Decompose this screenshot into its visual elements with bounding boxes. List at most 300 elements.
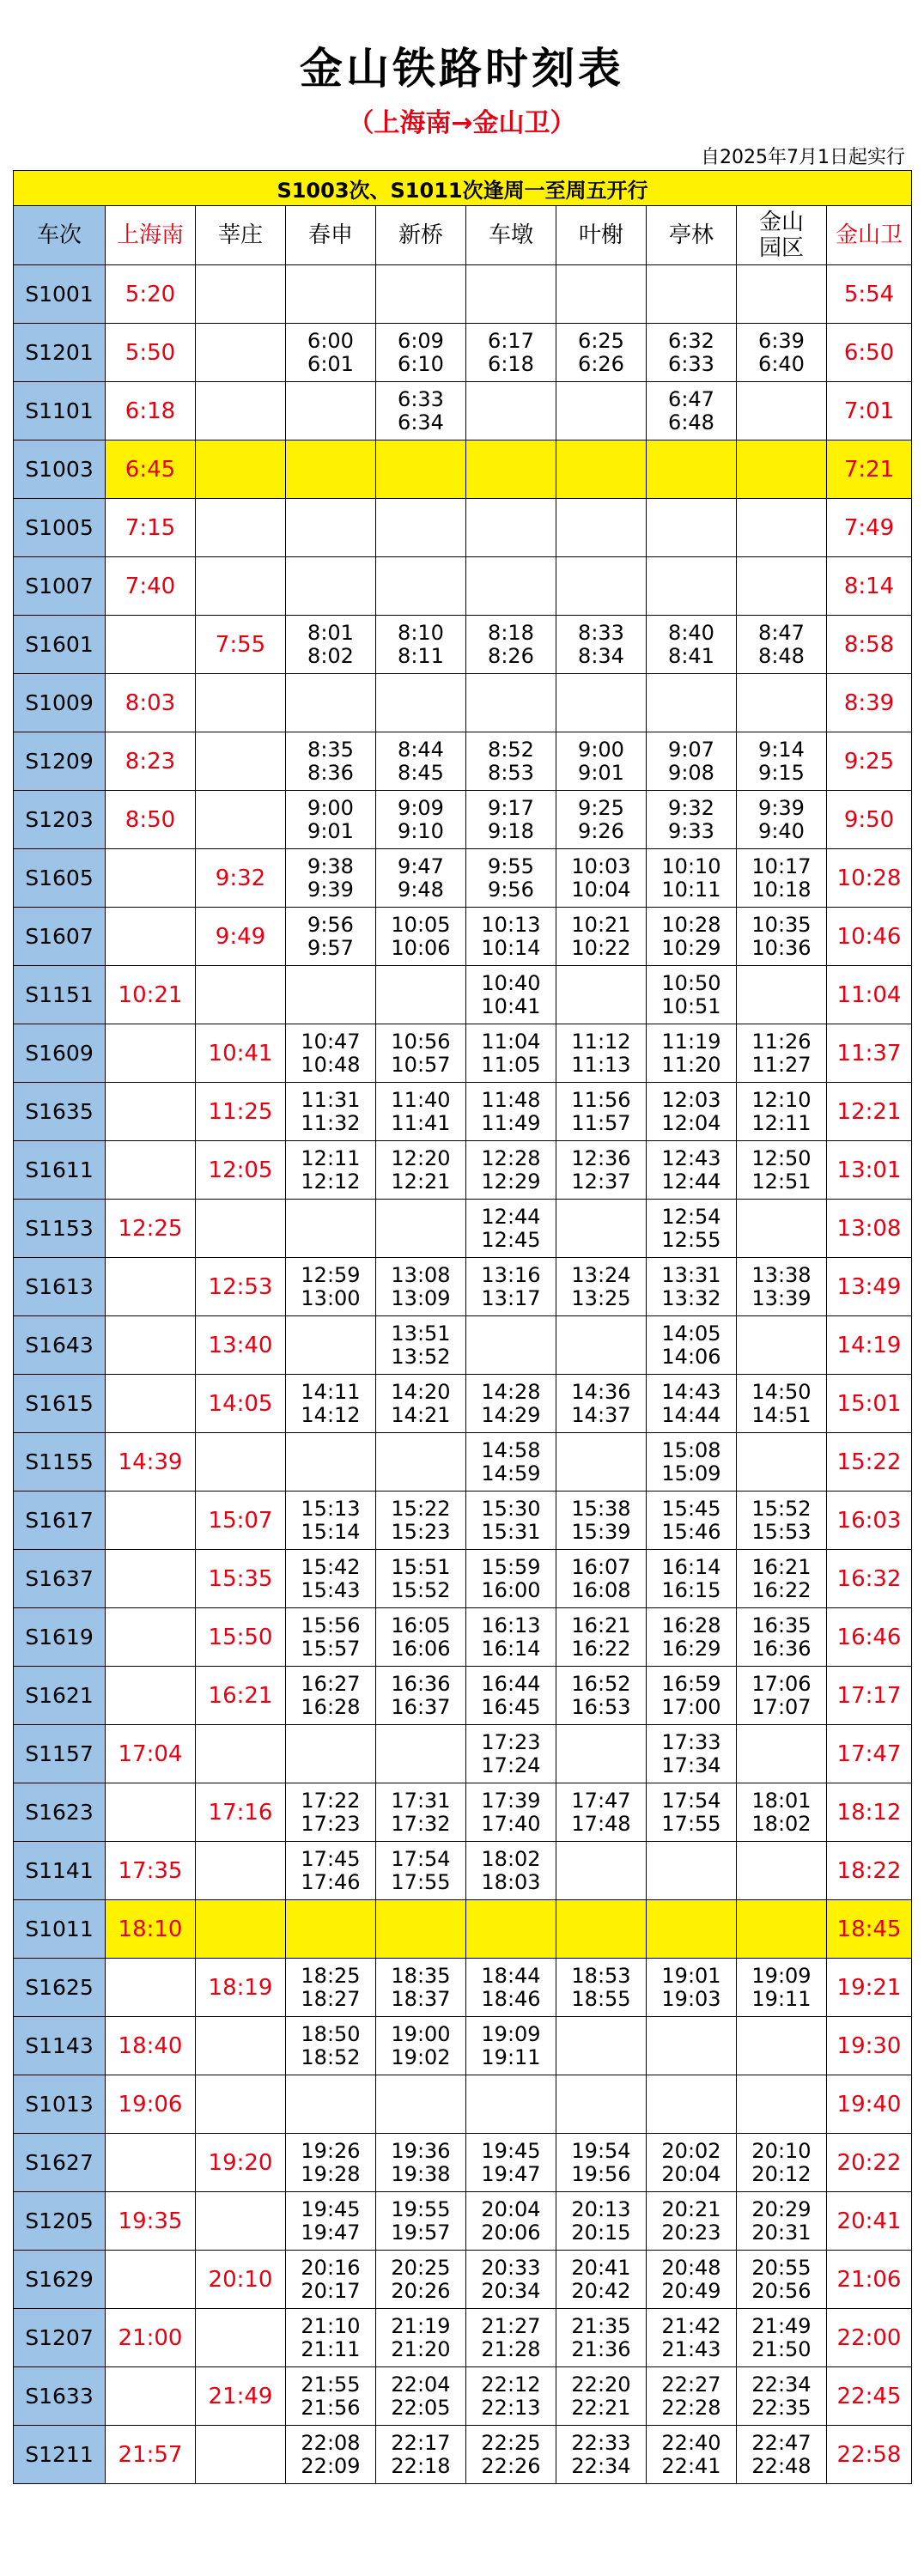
xinqiao-time-cell	[376, 1316, 466, 1375]
jinshan-park-time-cell	[737, 1725, 827, 1783]
departure-time: 21:56	[301, 2395, 361, 2420]
xinqiao-time-cell	[376, 791, 466, 849]
arrival-time: 22:08	[301, 2430, 361, 2455]
chedun-time-cell	[466, 1316, 556, 1375]
arrival-time: 20:13	[571, 2196, 631, 2221]
departure-time: 10:22	[571, 935, 631, 960]
xinzhuang-time-cell	[196, 499, 286, 557]
jinshan-park-time-cell	[737, 557, 827, 616]
table-row	[14, 440, 912, 499]
departure-time: 16:36	[751, 1636, 812, 1661]
arrival-time: 9:09	[398, 795, 444, 820]
arrival-time: 18:50	[301, 2021, 361, 2046]
shanghai-south-time-cell	[106, 2367, 196, 2426]
tinglin-time-cell	[647, 1900, 737, 1959]
departure-time: 13:52	[391, 1344, 451, 1369]
arrival-time: 16:14	[661, 1554, 721, 1579]
xinqiao-time-cell	[376, 1959, 466, 2017]
arrival-time: 17:54	[391, 1846, 451, 1871]
departure-time: 14:44	[661, 1402, 721, 1427]
arrival-time: 17:06	[751, 1671, 812, 1696]
departure-time: 11:32	[301, 1110, 361, 1135]
chedun-time-cell	[466, 1550, 556, 1608]
arrival-time: 18:01	[751, 1788, 812, 1813]
arrival-time: 6:33	[398, 386, 444, 411]
shanghai-south-time-cell: 14:39	[106, 1433, 196, 1492]
arrival-time: 16:44	[481, 1671, 541, 1696]
yexie-time-cell	[556, 1316, 647, 1375]
xinzhuang-time-cell: 16:21	[196, 1667, 286, 1725]
jinshan-park-time-cell	[737, 1316, 827, 1375]
shanghai-south-time-cell	[106, 1375, 196, 1433]
xinqiao-time-cell	[376, 1433, 466, 1492]
arrival-time: 20:48	[661, 2255, 721, 2280]
chunshen-time-cell	[286, 1667, 376, 1725]
train-number-cell: S1205	[14, 2192, 106, 2251]
shanghai-south-time-cell: 17:35	[106, 1842, 196, 1900]
chunshen-time-cell	[286, 966, 376, 1024]
departure-time: 20:04	[661, 2161, 721, 2186]
departure-time: 10:51	[661, 993, 721, 1018]
departure-time: 17:32	[391, 1811, 451, 1836]
shanghai-south-time-cell	[106, 1667, 196, 1725]
xinqiao-time-cell	[376, 1900, 466, 1959]
departure-time: 20:26	[391, 2278, 451, 2303]
departure-time: 20:15	[571, 2220, 631, 2245]
jinshanwei-time-cell: 22:00	[827, 2309, 912, 2367]
tinglin-time-cell	[647, 1258, 737, 1316]
xinzhuang-time-cell: 13:40	[196, 1316, 286, 1375]
yexie-time-cell	[556, 440, 647, 499]
table-row	[14, 1200, 912, 1258]
chunshen-time-cell	[286, 732, 376, 791]
jinshan-park-time-cell	[737, 1141, 827, 1200]
jinshanwei-time-cell: 18:22	[827, 1842, 912, 1900]
tinglin-time-cell	[647, 791, 737, 849]
departure-time: 9:39	[307, 877, 354, 902]
departure-time: 8:11	[398, 643, 444, 668]
departure-time: 18:03	[481, 1869, 541, 1894]
yexie-time-cell	[556, 499, 647, 557]
arrival-time: 8:35	[307, 737, 354, 762]
jinshan-park-time-cell	[737, 2192, 827, 2251]
arrival-time: 15:30	[481, 1496, 541, 1521]
chunshen-time-cell	[286, 1375, 376, 1433]
arrival-time: 17:54	[661, 1788, 721, 1813]
yexie-time-cell	[556, 849, 647, 908]
departure-time: 21:50	[751, 2336, 812, 2361]
chunshen-time-cell	[286, 499, 376, 557]
chedun-time-cell	[466, 1667, 556, 1725]
xinqiao-time-cell	[376, 1200, 466, 1258]
xinqiao-time-cell	[376, 1141, 466, 1200]
yexie-time-cell	[556, 265, 647, 324]
arrival-time: 8:44	[398, 737, 444, 762]
arrival-time: 16:21	[571, 1613, 631, 1637]
departure-time: 9:40	[758, 818, 805, 843]
arrival-time: 16:52	[571, 1671, 631, 1696]
tinglin-time-cell	[647, 1083, 737, 1141]
tinglin-time-cell	[647, 2251, 737, 2309]
arrival-time: 16:05	[391, 1613, 451, 1637]
departure-time: 17:00	[661, 1694, 721, 1719]
xinqiao-time-cell	[376, 1783, 466, 1842]
chedun-time-cell	[466, 1200, 556, 1258]
departure-time: 21:11	[301, 2336, 361, 2361]
departure-time: 9:08	[668, 760, 714, 785]
arrival-time: 9:38	[307, 854, 354, 878]
departure-time: 8:53	[488, 760, 534, 785]
tinglin-time-cell	[647, 1725, 737, 1783]
tinglin-time-cell	[647, 1667, 737, 1725]
yexie-time-cell	[556, 1375, 647, 1433]
chunshen-time-cell	[286, 324, 376, 382]
chunshen-time-cell	[286, 1258, 376, 1316]
shanghai-south-time-cell	[106, 849, 196, 908]
chedun-time-cell	[466, 440, 556, 499]
departure-time: 19:57	[391, 2220, 451, 2245]
xinqiao-time-cell	[376, 908, 466, 966]
arrival-time: 12:10	[751, 1087, 812, 1112]
chedun-time-cell	[466, 1725, 556, 1783]
xinzhuang-time-cell: 14:05	[196, 1375, 286, 1433]
departure-time: 18:27	[301, 1986, 361, 2011]
departure-time: 20:49	[661, 2278, 721, 2303]
jinshan-park-time-cell	[737, 1258, 827, 1316]
arrival-time: 18:35	[391, 1963, 451, 1988]
departure-time: 21:43	[661, 2336, 721, 2361]
tinglin-time-cell	[647, 1141, 737, 1200]
train-number-cell: S1211	[14, 2426, 106, 2484]
jinshan-park-time-cell	[737, 1667, 827, 1725]
arrival-time: 11:31	[301, 1087, 361, 1112]
train-number-cell: S1203	[14, 791, 106, 849]
train-number-cell: S1607	[14, 908, 106, 966]
xinzhuang-time-cell	[196, 440, 286, 499]
departure-time: 14:29	[481, 1402, 541, 1427]
tinglin-time-cell	[647, 557, 737, 616]
xinzhuang-time-cell	[196, 2426, 286, 2484]
arrival-time: 13:24	[571, 1262, 631, 1287]
xinzhuang-time-cell	[196, 2192, 286, 2251]
chedun-time-cell	[466, 2192, 556, 2251]
yexie-time-cell	[556, 1842, 647, 1900]
arrival-time: 19:36	[391, 2138, 451, 2163]
xinzhuang-time-cell: 9:32	[196, 849, 286, 908]
tinglin-time-cell	[647, 674, 737, 732]
xinzhuang-time-cell: 7:55	[196, 616, 286, 674]
col-header-shanghai-south: 上海南	[106, 206, 196, 265]
xinzhuang-time-cell: 21:49	[196, 2367, 286, 2426]
chunshen-time-cell	[286, 1608, 376, 1667]
arrival-time: 11:40	[391, 1087, 451, 1112]
arrival-time: 14:50	[751, 1379, 812, 1404]
jinshan-park-time-cell	[737, 1783, 827, 1842]
jinshanwei-time-cell: 18:12	[827, 1783, 912, 1842]
departure-time: 10:18	[751, 877, 812, 902]
departure-time: 9:15	[758, 760, 805, 785]
departure-time: 18:46	[481, 1986, 541, 2011]
train-number-cell: S1617	[14, 1492, 106, 1550]
table-row	[14, 1667, 912, 1725]
departure-time: 15:43	[301, 1577, 361, 1602]
departure-time: 10:48	[301, 1052, 361, 1077]
train-number-cell: S1207	[14, 2309, 106, 2367]
xinqiao-time-cell	[376, 616, 466, 674]
departure-time: 17:46	[301, 1869, 361, 1894]
departure-time: 11:27	[751, 1052, 812, 1077]
xinqiao-time-cell	[376, 1667, 466, 1725]
tinglin-time-cell	[647, 1200, 737, 1258]
shanghai-south-time-cell	[106, 1959, 196, 2017]
train-number-cell: S1141	[14, 1842, 106, 1900]
jinshanwei-time-cell: 16:32	[827, 1550, 912, 1608]
arrival-time: 20:21	[661, 2196, 721, 2221]
departure-time: 6:10	[398, 351, 444, 376]
xinqiao-time-cell	[376, 1024, 466, 1083]
departure-time: 22:26	[481, 2453, 541, 2478]
xinzhuang-time-cell: 12:53	[196, 1258, 286, 1316]
jinshanwei-time-cell: 19:21	[827, 1959, 912, 2017]
jinshanwei-time-cell: 15:22	[827, 1433, 912, 1492]
departure-time: 16:53	[571, 1694, 631, 1719]
tinglin-time-cell	[647, 499, 737, 557]
arrival-time: 8:10	[398, 620, 444, 645]
chedun-time-cell	[466, 1842, 556, 1900]
arrival-time: 19:54	[571, 2138, 631, 2163]
arrival-time: 19:01	[661, 1963, 721, 1988]
tinglin-time-cell	[647, 908, 737, 966]
table-row	[14, 1900, 912, 1959]
chunshen-time-cell	[286, 1141, 376, 1200]
train-number-cell: S1611	[14, 1141, 106, 1200]
jinshan-park-time-cell	[737, 2075, 827, 2134]
departure-time: 22:18	[391, 2453, 451, 2478]
table-row	[14, 2251, 912, 2309]
tinglin-time-cell	[647, 1959, 737, 2017]
xinzhuang-time-cell: 15:35	[196, 1550, 286, 1608]
departure-time: 21:36	[571, 2336, 631, 2361]
departure-time: 21:20	[391, 2336, 451, 2361]
xinzhuang-time-cell: 12:05	[196, 1141, 286, 1200]
departure-time: 9:01	[578, 760, 624, 785]
effective-date: 自2025年7月1日起实行	[701, 147, 905, 168]
jinshan-park-time-cell	[737, 324, 827, 382]
xinzhuang-time-cell: 17:16	[196, 1783, 286, 1842]
shanghai-south-time-cell	[106, 1258, 196, 1316]
jinshan-park-time-cell	[737, 1375, 827, 1433]
chedun-time-cell	[466, 1959, 556, 2017]
xinzhuang-time-cell	[196, 966, 286, 1024]
yexie-time-cell	[556, 1433, 647, 1492]
tinglin-time-cell	[647, 1024, 737, 1083]
header-row	[14, 206, 912, 265]
train-number-cell: S1201	[14, 324, 106, 382]
jinshan-park-time-cell	[737, 674, 827, 732]
arrival-time: 14:28	[481, 1379, 541, 1404]
chunshen-time-cell	[286, 2367, 376, 2426]
xinzhuang-time-cell	[196, 324, 286, 382]
table-row	[14, 1141, 912, 1200]
shanghai-south-time-cell: 19:06	[106, 2075, 196, 2134]
shanghai-south-time-cell: 7:15	[106, 499, 196, 557]
train-number-cell: S1153	[14, 1200, 106, 1258]
col-header-train: 车次	[14, 206, 106, 265]
departure-time: 12:51	[751, 1169, 812, 1194]
jinshan-park-time-cell	[737, 1433, 827, 1492]
xinzhuang-time-cell: 15:07	[196, 1492, 286, 1550]
departure-time: 6:34	[398, 410, 444, 434]
train-number-cell: S1209	[14, 732, 106, 791]
chunshen-time-cell	[286, 791, 376, 849]
departure-time: 6:01	[307, 351, 354, 376]
arrival-time: 15:52	[751, 1496, 812, 1521]
train-number-cell: S1001	[14, 265, 106, 324]
xinzhuang-time-cell	[196, 1433, 286, 1492]
chedun-time-cell	[466, 2251, 556, 2309]
departure-time: 17:40	[481, 1811, 541, 1836]
arrival-time: 6:09	[398, 328, 444, 353]
arrival-time: 10:21	[571, 912, 631, 937]
departure-time: 12:04	[661, 1110, 721, 1135]
col-header-chedun: 车墩	[466, 206, 556, 265]
arrival-time: 17:39	[481, 1788, 541, 1813]
chunshen-time-cell	[286, 440, 376, 499]
jinshanwei-time-cell: 15:01	[827, 1375, 912, 1433]
arrival-time: 16:28	[661, 1613, 721, 1637]
chedun-time-cell	[466, 2134, 556, 2192]
departure-time: 13:17	[481, 1285, 541, 1310]
xinqiao-time-cell	[376, 674, 466, 732]
train-number-cell: S1003	[14, 440, 106, 499]
xinzhuang-time-cell	[196, 732, 286, 791]
col-header-xinqiao: 新桥	[376, 206, 466, 265]
arrival-time: 16:21	[751, 1554, 812, 1579]
route-subtitle: （上海南→金山卫）	[348, 108, 576, 138]
train-number-cell: S1009	[14, 674, 106, 732]
tinglin-time-cell	[647, 265, 737, 324]
departure-time: 21:28	[481, 2336, 541, 2361]
shanghai-south-time-cell: 5:20	[106, 265, 196, 324]
table-row	[14, 966, 912, 1024]
col-header-jinshan-park: 金山园区	[737, 206, 827, 265]
jinshanwei-time-cell: 20:22	[827, 2134, 912, 2192]
yexie-time-cell	[556, 1667, 647, 1725]
jinshan-park-time-cell	[737, 2017, 827, 2075]
yexie-time-cell	[556, 2309, 647, 2367]
yexie-time-cell	[556, 674, 647, 732]
departure-time: 12:37	[571, 1169, 631, 1194]
jinshanwei-time-cell: 8:39	[827, 674, 912, 732]
departure-time: 20:17	[301, 2278, 361, 2303]
departure-time: 12:11	[751, 1110, 812, 1135]
departure-time: 22:48	[751, 2453, 812, 2478]
yexie-time-cell	[556, 2426, 647, 2484]
jinshanwei-time-cell: 17:47	[827, 1725, 912, 1783]
train-number-cell: S1157	[14, 1725, 106, 1783]
chedun-time-cell	[466, 674, 556, 732]
table-row	[14, 2017, 912, 2075]
jinshanwei-time-cell: 16:46	[827, 1608, 912, 1667]
arrival-time: 11:26	[751, 1029, 812, 1054]
departure-time: 8:41	[668, 643, 714, 668]
departure-time: 16:37	[391, 1694, 451, 1719]
departure-time: 19:47	[481, 2161, 541, 2186]
arrival-time: 9:47	[398, 854, 444, 878]
table-row	[14, 2192, 912, 2251]
xinqiao-time-cell	[376, 1375, 466, 1433]
arrival-time: 16:35	[751, 1613, 812, 1637]
jinshanwei-time-cell: 19:40	[827, 2075, 912, 2134]
jinshanwei-time-cell: 8:14	[827, 557, 912, 616]
arrival-time: 10:03	[571, 854, 631, 878]
chedun-time-cell	[466, 1492, 556, 1550]
xinzhuang-time-cell	[196, 674, 286, 732]
xinqiao-time-cell	[376, 265, 466, 324]
arrival-time: 8:33	[578, 620, 624, 645]
shanghai-south-time-cell	[106, 1083, 196, 1141]
jinshanwei-time-cell: 20:41	[827, 2192, 912, 2251]
arrival-time: 9:25	[578, 795, 624, 820]
departure-time: 15:39	[571, 1519, 631, 1544]
arrival-time: 20:10	[751, 2138, 812, 2163]
departure-time: 8:34	[578, 643, 624, 668]
tinglin-time-cell	[647, 1550, 737, 1608]
tinglin-time-cell	[647, 2075, 737, 2134]
departure-time: 6:18	[488, 351, 534, 376]
train-number-cell: S1637	[14, 1550, 106, 1608]
jinshan-park-time-cell	[737, 1200, 827, 1258]
jinshan-park-time-cell	[737, 1083, 827, 1141]
chunshen-time-cell	[286, 2192, 376, 2251]
arrival-time: 9:32	[668, 795, 714, 820]
arrival-time: 15:45	[661, 1496, 721, 1521]
xinzhuang-time-cell	[196, 791, 286, 849]
arrival-time: 18:53	[571, 1963, 631, 1988]
shanghai-south-time-cell: 17:04	[106, 1725, 196, 1783]
arrival-time: 12:20	[391, 1145, 451, 1170]
departure-time: 13:00	[301, 1285, 361, 1310]
xinqiao-time-cell	[376, 1608, 466, 1667]
train-number-cell: S1635	[14, 1083, 106, 1141]
tinglin-time-cell	[647, 2192, 737, 2251]
xinqiao-time-cell	[376, 2251, 466, 2309]
chedun-time-cell	[466, 616, 556, 674]
jinshanwei-time-cell: 11:04	[827, 966, 912, 1024]
tinglin-time-cell	[647, 2134, 737, 2192]
departure-time: 19:11	[751, 1986, 812, 2011]
departure-time: 20:06	[481, 2220, 541, 2245]
arrival-time: 12:44	[481, 1204, 541, 1229]
departure-time: 9:57	[307, 935, 354, 960]
train-number-cell: S1005	[14, 499, 106, 557]
departure-time: 20:56	[751, 2278, 812, 2303]
table-row	[14, 1608, 912, 1667]
departure-time: 22:09	[301, 2453, 361, 2478]
departure-time: 10:06	[391, 935, 451, 960]
train-number-cell: S1605	[14, 849, 106, 908]
departure-time: 16:22	[751, 1577, 812, 1602]
arrival-time: 11:48	[481, 1087, 541, 1112]
arrival-time: 17:45	[301, 1846, 361, 1871]
departure-time: 19:56	[571, 2161, 631, 2186]
chunshen-time-cell	[286, 2309, 376, 2367]
chedun-time-cell	[466, 1433, 556, 1492]
xinzhuang-time-cell	[196, 1900, 286, 1959]
table-row	[14, 1083, 912, 1141]
arrival-time: 12:28	[481, 1145, 541, 1170]
arrival-time: 14:05	[661, 1321, 721, 1346]
